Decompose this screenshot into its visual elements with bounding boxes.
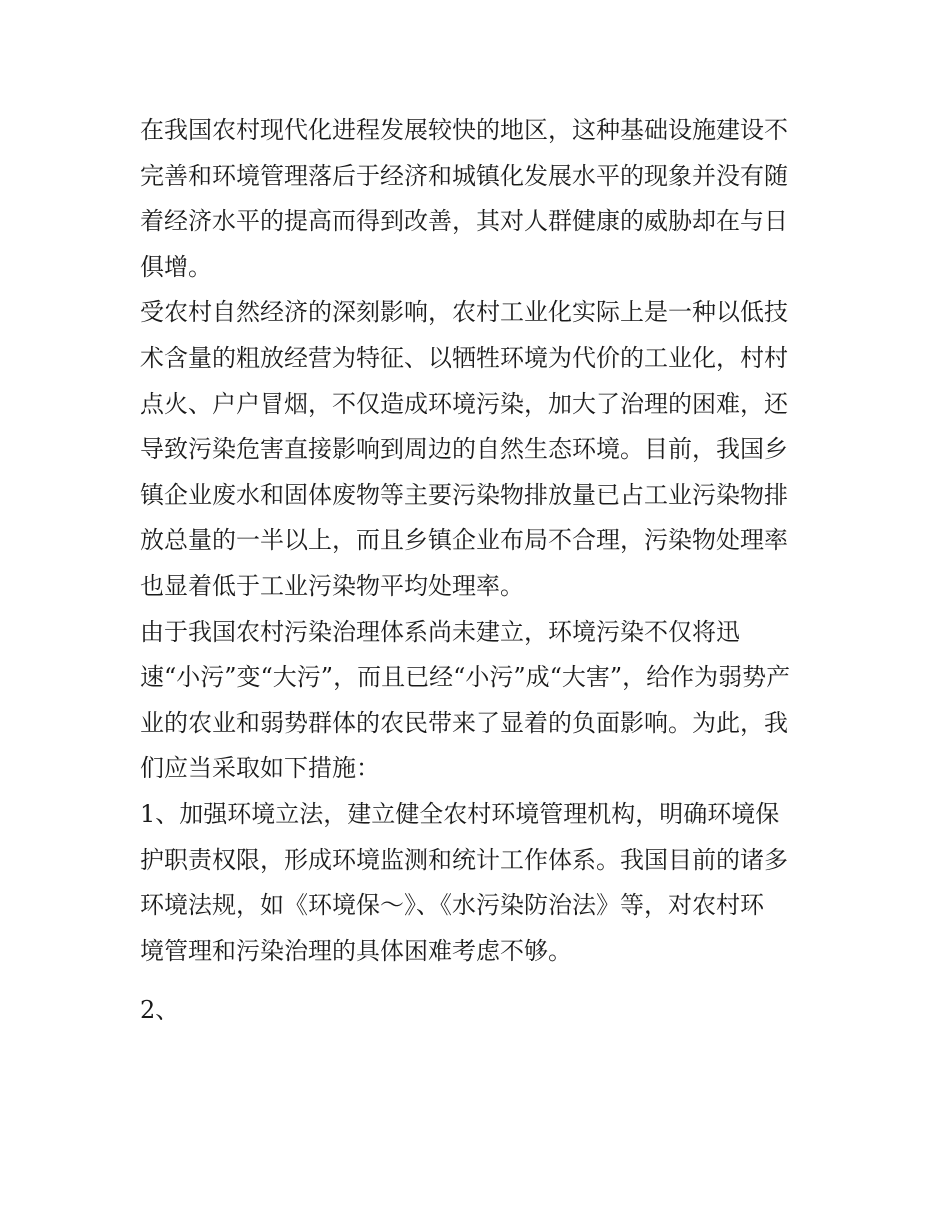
paragraph-2-line-5: 镇企业废水和固体废物等主要污染物排放量已占工业污染物排: [140, 480, 788, 509]
paragraph-3-line-2: 速“小污”变“大污”，而且已经“小污”成“大害”，给作为弱势产: [140, 663, 791, 692]
paragraph-3-line-4: 们应当采取如下措施：: [140, 754, 380, 783]
paragraph-2-line-3: 点火、户户冒烟，不仅造成环境污染，加大了治理的困难，还: [140, 389, 788, 418]
measure-1-line-3: 环境法规，如《环境保～》、《水污染防治法》等，对农村环: [140, 891, 764, 920]
paragraph-2-line-4: 导致污染危害直接影响到周边的自然生态环境。目前，我国乡: [140, 435, 788, 464]
paragraph-1-line-4: 俱增。: [140, 252, 212, 281]
paragraph-2-line-7: 也显着低于工业污染物平均处理率。: [140, 571, 524, 600]
document-body: [140, 108, 820, 1034]
paragraph-1-line-3: 着经济水平的提高而得到改善，其对人群健康的威胁却在与日: [140, 207, 788, 236]
paragraph-3-line-3: 业的农业和弱势群体的农民带来了显着的负面影响。为此，我: [140, 708, 788, 737]
measure-1-line-1: 1、加强环境立法，建立健全农村环境管理机构，明确环境保: [140, 799, 780, 828]
paragraph-2-line-6: 放总量的一半以上，而且乡镇企业布局不合理，污染物处理率: [140, 526, 788, 555]
paragraph-1-line-2: 完善和环境管理落后于经济和城镇化发展水平的现象并没有随: [140, 161, 788, 190]
measure-1-line-4: 境管理和污染治理的具体困难考虑不够。: [140, 936, 572, 965]
measure-2-line-1: 2、: [140, 996, 180, 1025]
measure-1-line-2: 护职责权限，形成环境监测和统计工作体系。我国目前的诸多: [140, 845, 788, 874]
paragraph-1-line-1: 在我国农村现代化进程发展较快的地区，这种基础设施建设不: [140, 116, 788, 144]
paragraph-3-line-1: 由于我国农村污染治理体系尚未建立，环境污染不仅将迅: [140, 617, 740, 646]
paragraph-2-line-1: 受农村自然经济的深刻影响，农村工业化实际上是一种以低技: [140, 298, 788, 327]
paragraph-2-line-2: 术含量的粗放经营为特征、以牺牲环境为代价的工业化，村村: [140, 343, 788, 372]
paragraph-spacer: [140, 974, 820, 988]
